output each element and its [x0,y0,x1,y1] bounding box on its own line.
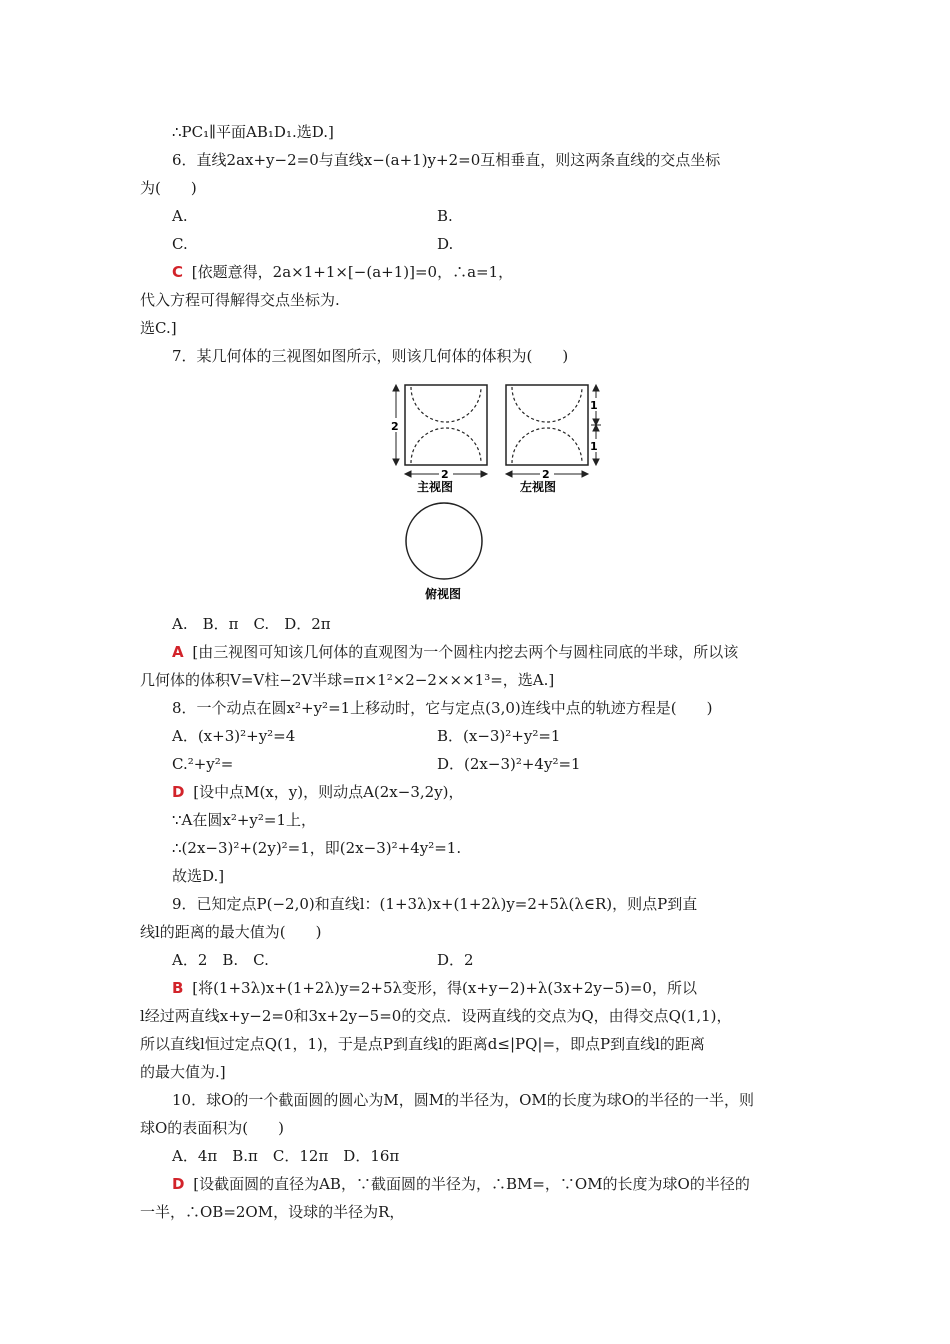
question-10-cont: 球O的表面积为( ) [140,1119,285,1137]
front-height-label: 2 [391,420,399,433]
top-view [406,503,482,579]
option-c: C. [172,235,188,253]
text-line: 选C.] [140,319,177,337]
answer-key: D [172,783,185,801]
options-abc: A．2 B. C. [172,951,269,969]
answer-text: [设中点M(x，y)，则动点A(2x−3,2y)， [193,783,464,801]
front-view [405,385,487,465]
question-10-options: A．4π B.π C．12π D．16π [172,1147,400,1165]
text-line: 的最大值为.] [140,1063,226,1081]
answer-text: [由三视图可知该几何体的直观图为一个圆柱内挖去两个与圆柱同底的半球，所以该 [192,643,739,661]
side-width-label: 2 [542,468,550,481]
option-b: B. [437,207,453,225]
answer-key: A [172,643,184,661]
option-d: D．(2x−3)²+4y²=1 [437,755,581,773]
answer-9 [172,978,697,998]
option-d: D．2 [437,951,474,969]
question-6: 6．直线2ax+y−2=0与直线x−(a+1)y+2=0互相垂直，则这两条直线的交点坐标 [172,151,721,169]
answer-text: [依题意得，2a×1+1×[−(a+1)]=0，∴a=1， [191,263,514,281]
option-d: D. [437,235,454,253]
answer-10 [172,1174,750,1194]
answer-7 [172,642,738,662]
question-8: 8．一个动点在圆x²+y²=1上移动时，它与定点(3,0)连线中点的轨迹方程是( ) [172,699,713,717]
side-view [506,385,588,465]
text-line: ∴(2x−3)²+(2y)²=1，即(2x−3)²+4y²=1. [172,839,462,857]
question-10: 10．球O的一个截面圆的圆心为M，圆M的半径为，OM的长度为球O的半径的一半，则 [172,1091,755,1109]
answer-text: [设截面圆的直径为AB，∵截面圆的半径为，∴BM=，∵OM的长度为球O的半径的 [193,1175,750,1193]
three-view-figure [385,378,605,608]
option-row [172,726,561,746]
answer-text: [将(1+3λ)x+(1+2λ)y=2+5λ变形，得(x+y−2)+λ(3x+2y−5)=0，所以 [192,979,697,997]
answer-6 [172,262,513,282]
text-line: 几何体的体积V=V柱−2V半球=π×1²×2−2×××1³=，选A.] [140,671,555,689]
text-line: 一半，∴OB=2OM，设球的半径为R， [140,1203,405,1221]
front-view-label: 主视图 [417,480,454,494]
question-9: 9．已知定点P(−2,0)和直线l：(1+3λ)x+(1+2λ)y=2+5λ(λ∈R)，则点P到直 [172,895,698,913]
text-line: 故选D.] [172,867,225,885]
text-line: 代入方程可得解得交点坐标为. [140,291,340,309]
option-b: B．(x−3)²+y²=1 [437,727,561,745]
option-c: C.²+y²= [172,755,234,773]
option-a: A. [172,207,188,225]
option-row [172,950,474,970]
option-row [172,754,581,774]
side-top-label: 1 [590,399,598,412]
question-7: 7．某几何体的三视图如图所示，则该几何体的体积为( ) [172,347,569,365]
option-row [172,234,454,254]
question-7-options: A. B．π C. D．2π [172,615,331,633]
answer-key: B [172,979,184,997]
answer-8 [172,782,464,802]
option-a: A．(x+3)²+y²=4 [172,727,296,745]
front-width-label: 2 [441,468,449,481]
question-9-cont: 线l的距离的最大值为( ) [140,923,322,941]
side-view-label: 左视图 [520,480,557,494]
answer-key: D [172,1175,185,1193]
option-row [172,206,453,226]
question-6-cont: 为( ) [140,179,197,197]
text-line: l经过两直线x+y−2=0和3x+2y−5=0的交点．设两直线的交点为Q，由得交点Q(1,1)， [140,1007,732,1025]
text-line: ∵A在圆x²+y²=1上， [172,811,317,829]
side-bottom-label: 1 [590,440,598,453]
text-line: 所以直线l恒过定点Q(1，1)，于是点P到直线l的距离d≤|PQ|=，即点P到直线l的距离 [140,1035,705,1053]
text-line: ∴PC₁∥平面AB₁D₁.选D.] [172,123,334,141]
side-height-dim [591,385,601,465]
answer-key: C [172,263,184,281]
top-view-label: 俯视图 [425,587,462,601]
